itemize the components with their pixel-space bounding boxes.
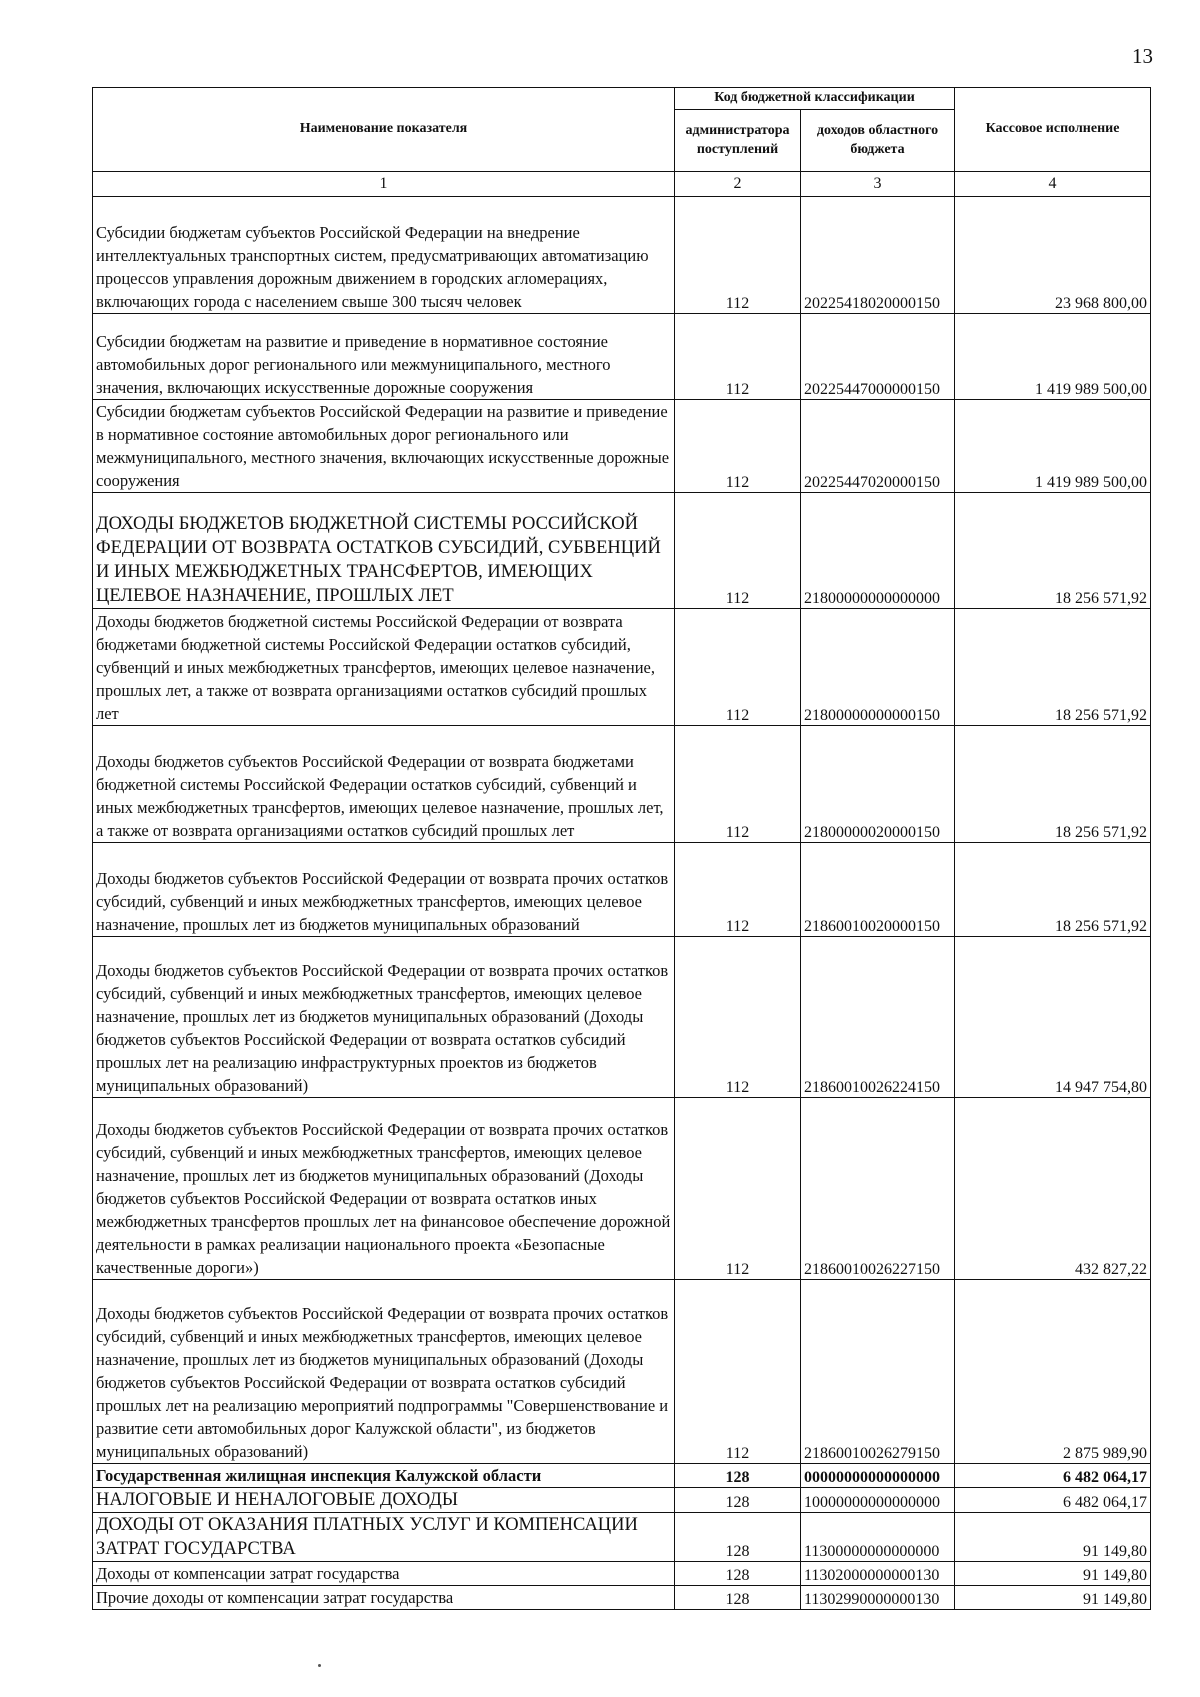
row-name: Доходы бюджетов субъектов Российской Федерации от возврата прочих остатков субсидий, субвенций и иных межбюджетных трансфертов, имеющих целевое назначение, прошлых лет из бюджетов муниципальных образований bbox=[93, 843, 675, 937]
table-row bbox=[93, 314, 1151, 400]
header-col-number-1: 1 bbox=[93, 172, 675, 197]
row-budget-code: 21860010020000150 bbox=[801, 843, 955, 937]
table-row bbox=[93, 197, 1151, 314]
header-indicator-name: Наименование показателя bbox=[93, 88, 675, 172]
table-row bbox=[93, 400, 1151, 493]
row-budget-code: 21800000020000150 bbox=[801, 726, 955, 843]
table-row bbox=[93, 843, 1151, 937]
row-name: Доходы бюджетов бюджетной системы Российской Федерации от возврата бюджетами бюджетной системы Российской Федерации остатков субсидий, субвенций и иных межбюджетных трансфертов, имеющих целевое назначение, прошлых лет, а также от возврата организациями остатков субсидий прошлых лет bbox=[93, 609, 675, 726]
row-admin-code: 128 bbox=[675, 1464, 801, 1488]
table-row bbox=[93, 609, 1151, 726]
row-admin-code: 112 bbox=[675, 609, 801, 726]
row-amount: 6 482 064,17 bbox=[955, 1464, 1151, 1488]
row-admin-code: 112 bbox=[675, 843, 801, 937]
header-col-number-2: 2 bbox=[675, 172, 801, 197]
budget-table bbox=[92, 87, 1151, 1610]
table-row bbox=[93, 726, 1151, 843]
row-amount: 18 256 571,92 bbox=[955, 493, 1151, 609]
row-name: НАЛОГОВЫЕ И НЕНАЛОГОВЫЕ ДОХОДЫ bbox=[93, 1488, 675, 1513]
row-amount: 1 419 989 500,00 bbox=[955, 400, 1151, 493]
header-administrator: администратора поступлений bbox=[675, 110, 801, 172]
row-admin-code: 128 bbox=[675, 1586, 801, 1610]
row-budget-code: 21800000000000000 bbox=[801, 493, 955, 609]
row-budget-code: 21860010026227150 bbox=[801, 1098, 955, 1280]
row-amount: 91 149,80 bbox=[955, 1513, 1151, 1562]
row-admin-code: 112 bbox=[675, 314, 801, 400]
row-budget-code: 20225447000000150 bbox=[801, 314, 955, 400]
table-row bbox=[93, 493, 1151, 609]
row-amount: 14 947 754,80 bbox=[955, 937, 1151, 1098]
row-admin-code: 112 bbox=[675, 726, 801, 843]
table-row bbox=[93, 1464, 1151, 1488]
row-name: Доходы от компенсации затрат государства bbox=[93, 1562, 675, 1586]
row-admin-code: 112 bbox=[675, 197, 801, 314]
row-name: Прочие доходы от компенсации затрат государства bbox=[93, 1586, 675, 1610]
row-amount: 18 256 571,92 bbox=[955, 726, 1151, 843]
row-amount: 23 968 800,00 bbox=[955, 197, 1151, 314]
row-name: Субсидии бюджетам субъектов Российской Федерации на внедрение интеллектуальных транспортных систем, предусматривающих автоматизацию процессов управления дорожным движением в городских агломерациях, включающих города с населением свыше 300 тысяч человек bbox=[93, 197, 675, 314]
table-row bbox=[93, 1586, 1151, 1610]
table-row bbox=[93, 1098, 1151, 1280]
row-budget-code: 10000000000000000 bbox=[801, 1488, 955, 1513]
row-name: Доходы бюджетов субъектов Российской Федерации от возврата прочих остатков субсидий, субвенций и иных межбюджетных трансфертов, имеющих целевое назначение, прошлых лет из бюджетов муниципальных образований (Доходы бюджетов субъектов Российской Федерации от возврата остатков иных межбюджетных трансфертов прошлых лет на финансовое обеспечение дорожной деятельности в рамках реализации национального проекта «Безопасные качественные дороги») bbox=[93, 1098, 675, 1280]
table-row bbox=[93, 1513, 1151, 1562]
table-row bbox=[93, 1488, 1151, 1513]
row-amount: 2 875 989,90 bbox=[955, 1280, 1151, 1464]
row-budget-code: 11302000000000130 bbox=[801, 1562, 955, 1586]
row-name: ДОХОДЫ БЮДЖЕТОВ БЮДЖЕТНОЙ СИСТЕМЫ РОССИЙСКОЙ ФЕДЕРАЦИИ ОТ ВОЗВРАТА ОСТАТКОВ СУБСИДИЙ, СУБВЕНЦИЙ И ИНЫХ МЕЖБЮДЖЕТНЫХ ТРАНСФЕРТОВ, ИМЕЮЩИХ ЦЕЛЕВОЕ НАЗНАЧЕНИЕ, ПРОШЛЫХ ЛЕТ bbox=[93, 493, 675, 609]
row-admin-code: 112 bbox=[675, 400, 801, 493]
row-budget-code: 20225418020000150 bbox=[801, 197, 955, 314]
header-regional-budget-income: доходов областного бюджета bbox=[801, 110, 955, 172]
row-amount: 6 482 064,17 bbox=[955, 1488, 1151, 1513]
table-row bbox=[93, 937, 1151, 1098]
row-admin-code: 112 bbox=[675, 1280, 801, 1464]
table-header bbox=[93, 88, 1151, 197]
row-amount: 91 149,80 bbox=[955, 1562, 1151, 1586]
row-admin-code: 112 bbox=[675, 1098, 801, 1280]
row-budget-code: 11302990000000130 bbox=[801, 1586, 955, 1610]
row-amount: 1 419 989 500,00 bbox=[955, 314, 1151, 400]
row-name: Субсидии бюджетам субъектов Российской Федерации на развитие и приведение в нормативное состояние автомобильных дорог регионального или межмуниципального, местного значения, включающих искусственные дорожные сооружения bbox=[93, 400, 675, 493]
row-name: Доходы бюджетов субъектов Российской Федерации от возврата бюджетами бюджетной системы Российской Федерации остатков субсидий, субвенций и иных межбюджетных трансфертов, имеющих целевое назначение, прошлых лет, а также от возврата организациями остатков субсидий прошлых лет bbox=[93, 726, 675, 843]
table-row bbox=[93, 1280, 1151, 1464]
row-name: Доходы бюджетов субъектов Российской Федерации от возврата прочих остатков субсидий, субвенций и иных межбюджетных трансфертов, имеющих целевое назначение, прошлых лет из бюджетов муниципальных образований (Доходы бюджетов субъектов Российской Федерации от возврата остатков субсидий прошлых лет на реализацию мероприятий подпрограммы "Совершенствование и развитие сети автомобильных дорог Калужской области", из бюджетов муниципальных образований) bbox=[93, 1280, 675, 1464]
row-name: Доходы бюджетов субъектов Российской Федерации от возврата прочих остатков субсидий, субвенций и иных межбюджетных трансфертов, имеющих целевое назначение, прошлых лет из бюджетов муниципальных образований (Доходы бюджетов субъектов Российской Федерации от возврата остатков субсидий прошлых лет на реализацию инфраструктурных проектов из бюджетов муниципальных образований) bbox=[93, 937, 675, 1098]
row-amount: 432 827,22 bbox=[955, 1098, 1151, 1280]
header-classification-code: Код бюджетной классификации bbox=[675, 88, 955, 110]
row-admin-code: 112 bbox=[675, 493, 801, 609]
table-row bbox=[93, 1562, 1151, 1586]
row-amount: 18 256 571,92 bbox=[955, 609, 1151, 726]
row-amount: 91 149,80 bbox=[955, 1586, 1151, 1610]
row-admin-code: 128 bbox=[675, 1513, 801, 1562]
row-amount: 18 256 571,92 bbox=[955, 843, 1151, 937]
header-col-number-3: 3 bbox=[801, 172, 955, 197]
row-admin-code: 128 bbox=[675, 1488, 801, 1513]
row-budget-code: 21800000000000150 bbox=[801, 609, 955, 726]
header-cash-execution: Кассовое исполнение bbox=[955, 88, 1151, 172]
page-number: 13 bbox=[1132, 44, 1153, 68]
row-name: Государственная жилищная инспекция Калужской области bbox=[93, 1464, 675, 1488]
row-budget-code: 20225447020000150 bbox=[801, 400, 955, 493]
row-budget-code: 21860010026279150 bbox=[801, 1280, 955, 1464]
row-budget-code: 11300000000000000 bbox=[801, 1513, 955, 1562]
row-name: Субсидии бюджетам на развитие и приведение в нормативное состояние автомобильных дорог регионального или межмуниципального, местного значения, включающих искусственные дорожные сооружения bbox=[93, 314, 675, 400]
row-budget-code: 21860010026224150 bbox=[801, 937, 955, 1098]
row-name: ДОХОДЫ ОТ ОКАЗАНИЯ ПЛАТНЫХ УСЛУГ И КОМПЕНСАЦИИ ЗАТРАТ ГОСУДАРСТВА bbox=[93, 1513, 675, 1562]
row-budget-code: 00000000000000000 bbox=[801, 1464, 955, 1488]
header-col-number-4: 4 bbox=[955, 172, 1151, 197]
scan-speck bbox=[318, 1664, 321, 1667]
row-admin-code: 112 bbox=[675, 937, 801, 1098]
row-admin-code: 128 bbox=[675, 1562, 801, 1586]
